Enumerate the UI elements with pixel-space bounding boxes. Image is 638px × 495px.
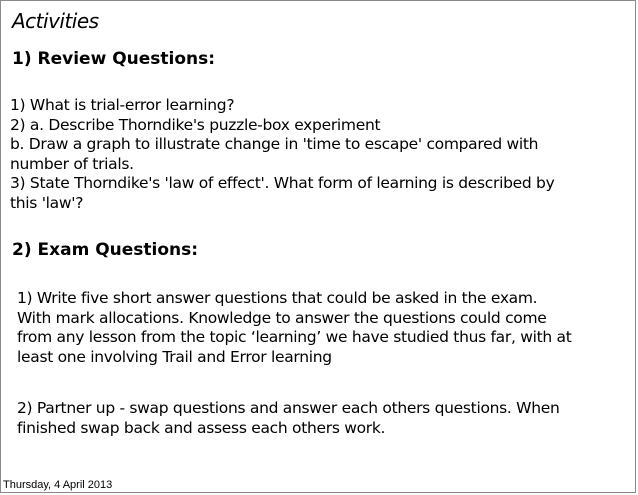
exam-paragraph-1 (17, 289, 617, 367)
exam-line: from any lesson from the topic ‘learning’ we have studied thus far, with at (17, 328, 572, 346)
exam-paragraph-2 (17, 399, 617, 438)
exam-line: With mark allocations. Knowledge to answer the questions could come (17, 308, 547, 327)
review-line: b. Draw a graph to illustrate change in 'time to escape' compared with (10, 135, 539, 153)
slide-title: Activities (12, 9, 99, 33)
exam-line: least one involving Trail and Error learning (17, 347, 332, 366)
review-line: number of trials. (10, 154, 134, 173)
exam-line: 2) Partner up - swap questions and answer each others questions. When (17, 399, 560, 417)
review-line: this 'law'? (10, 193, 84, 212)
review-questions-body (10, 96, 600, 213)
review-line: 2) a. Describe Thorndike's puzzle-box experiment (10, 115, 381, 134)
exam-questions-heading: 2) Exam Questions: (12, 240, 199, 260)
review-line: 3) State Thorndike's 'law of effect'. What form of learning is described by (10, 174, 555, 192)
exam-line: 1) Write five short answer questions that could be asked in the exam. (17, 289, 538, 307)
footer-date: Thursday, 4 April 2013 (3, 479, 113, 491)
exam-line: finished swap back and assess each others work. (17, 418, 386, 437)
review-line: 1) What is trial-error learning? (10, 96, 235, 114)
review-questions-heading: 1) Review Questions: (12, 49, 216, 69)
